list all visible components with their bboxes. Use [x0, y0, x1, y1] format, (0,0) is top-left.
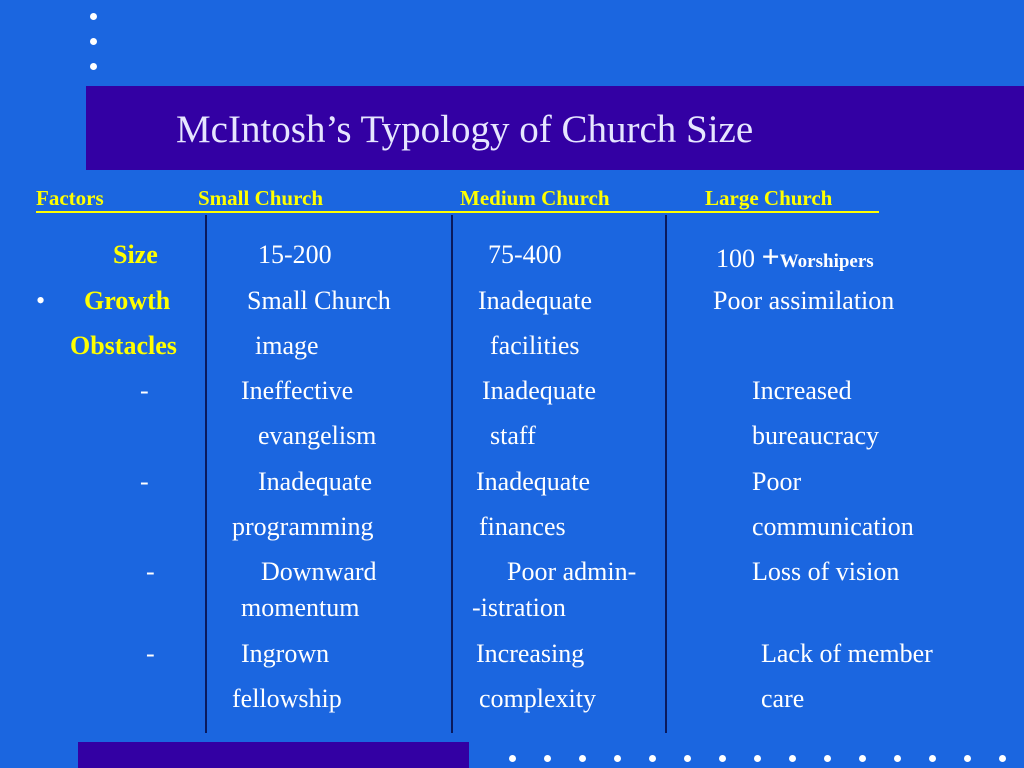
column-divider — [205, 215, 207, 733]
decorative-dot — [544, 755, 551, 762]
header-underline — [36, 211, 879, 213]
row4-dash: - — [146, 557, 155, 586]
row2-small-line1: Ineffective — [241, 376, 354, 405]
decorative-dot — [719, 755, 726, 762]
row1-large-line1: Poor assimilation — [713, 286, 895, 315]
header-factors: Factors — [36, 186, 104, 210]
decorative-dot — [579, 755, 586, 762]
size-medium: 75-400 — [488, 240, 562, 269]
size-large-unit: Worshipers — [779, 251, 874, 272]
row-label-growth: Growth — [84, 286, 171, 315]
row5-small-line2: fellowship — [232, 684, 342, 713]
row1-medium-line1: Inadequate — [478, 286, 593, 315]
row4-medium-line2: -istration — [472, 593, 566, 622]
row-label-size: Size — [113, 240, 158, 269]
slide-title: McIntosh’s Typology of Church Size — [176, 108, 754, 151]
decorative-dot — [999, 755, 1006, 762]
decorative-dot — [754, 755, 761, 762]
row1-small-line1: Small Church — [247, 286, 391, 315]
decorative-dot — [90, 13, 97, 20]
decorative-dot — [509, 755, 516, 762]
size-small: 15-200 — [258, 240, 332, 269]
row5-large-line2: care — [761, 684, 805, 713]
row3-dash: - — [140, 467, 149, 496]
row3-large-line1: Poor — [752, 467, 802, 496]
header-small-church: Small Church — [198, 186, 324, 210]
decorative-dot — [929, 755, 936, 762]
decorative-dot — [789, 755, 796, 762]
row3-medium-line1: Inadequate — [476, 467, 591, 496]
column-divider — [665, 215, 667, 733]
row1-small-line2: image — [255, 331, 319, 360]
row-label-obstacles: Obstacles — [70, 331, 177, 360]
row2-large-line2: bureaucracy — [752, 421, 880, 450]
row5-medium-line2: complexity — [479, 684, 596, 713]
decorative-dot — [824, 755, 831, 762]
row3-medium-line2: finances — [479, 512, 566, 541]
row2-small-line2: evangelism — [258, 421, 377, 450]
row4-large-line1: Loss of vision — [752, 557, 900, 586]
row2-medium-line2: staff — [490, 421, 536, 450]
decorative-dot — [90, 38, 97, 45]
row4-small-line2: momentum — [241, 593, 360, 622]
row5-medium-line1: Increasing — [476, 639, 585, 668]
row2-medium-line1: Inadequate — [482, 376, 597, 405]
size-large — [716, 240, 874, 272]
row2-large-line1: Increased — [752, 376, 852, 405]
decorative-dot — [684, 755, 691, 762]
row1-medium-line2: facilities — [490, 331, 580, 360]
decorative-dot — [90, 63, 97, 70]
column-divider — [451, 215, 453, 733]
row4-small-line1: Downward — [261, 557, 377, 586]
size-large-number: 100 — [716, 244, 755, 273]
row5-large-line1: Lack of member — [761, 639, 933, 668]
decorative-dot — [614, 755, 621, 762]
row5-dash: - — [146, 639, 155, 668]
decorative-dot — [964, 755, 971, 762]
row3-small-line1: Inadequate — [258, 467, 373, 496]
row3-small-line2: programming — [232, 512, 374, 541]
size-large-plus: + — [761, 238, 780, 274]
header-large-church: Large Church — [705, 186, 833, 210]
bullet: • — [36, 286, 46, 315]
decorative-dot — [859, 755, 866, 762]
decorative-dot — [894, 755, 901, 762]
header-medium-church: Medium Church — [460, 186, 610, 210]
row5-small-line1: Ingrown — [241, 639, 330, 668]
row3-large-line2: communication — [752, 512, 914, 541]
decorative-dot — [649, 755, 656, 762]
bottom-band — [78, 742, 469, 768]
row4-medium-line1: Poor admin- — [507, 557, 637, 586]
row2-dash: - — [140, 376, 149, 405]
